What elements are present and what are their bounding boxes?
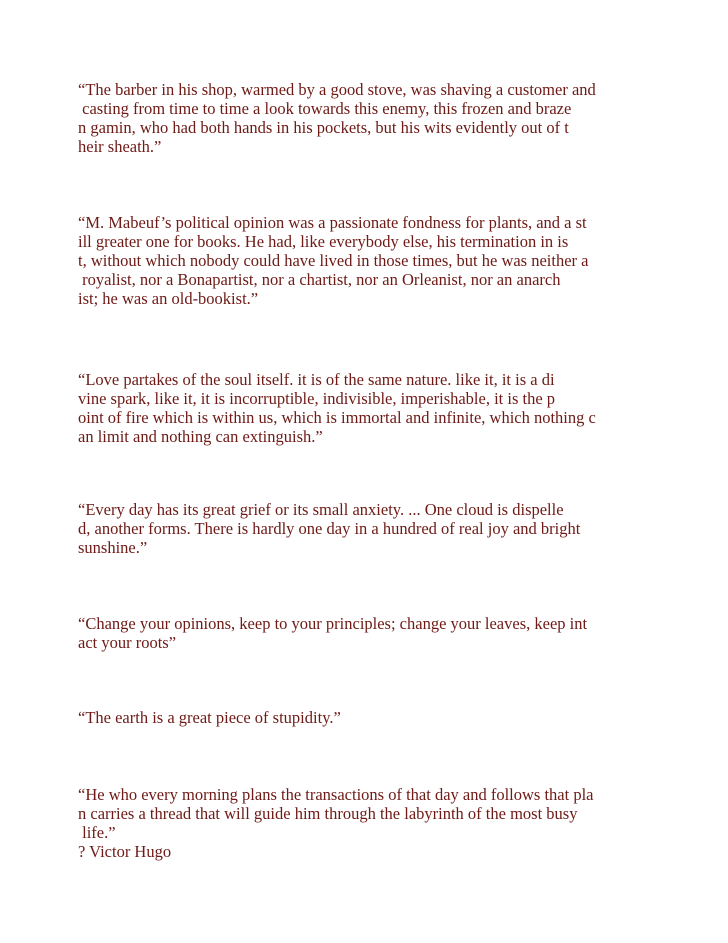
quote-line: vine spark, like it, it is incorruptible, indivisible, imperishable, it is the p (78, 389, 556, 408)
quote-change-opinions (78, 614, 688, 652)
quote-line: royalist, nor a Bonapartist, nor a chartist, nor an Orleanist, nor an anarch (78, 270, 561, 289)
quote-morning-plans (78, 785, 688, 861)
quote-line: ist; he was an old-bookist.” (78, 289, 259, 308)
quote-line: “Change your opinions, keep to your principles; change your leaves, keep int (78, 614, 588, 633)
quote-line: “Love partakes of the soul itself. it is of the same nature. like it, it is a di (78, 370, 555, 389)
quote-line: life.” (78, 823, 116, 842)
quote-line: n gamin, who had both hands in his pockets, but his wits evidently out of t (78, 118, 569, 137)
quote-line: “The earth is a great piece of stupidity.” (78, 708, 341, 727)
quote-every-day (78, 500, 688, 557)
quote-line: an limit and nothing can extinguish.” (78, 427, 323, 446)
quote-earth (78, 708, 688, 727)
quote-line: d, another forms. There is hardly one day in a hundred of real joy and bright (78, 519, 581, 538)
quote-line: “M. Mabeuf’s political opinion was a passionate fondness for plants, and a st (78, 213, 587, 232)
quote-line: “The barber in his shop, warmed by a good stove, was shaving a customer and (78, 80, 596, 99)
quote-attribution: ? Victor Hugo (78, 842, 172, 861)
quote-mabeuf (78, 213, 688, 308)
quote-line: casting from time to time a look towards this enemy, this frozen and braze (78, 99, 572, 118)
quote-line: ill greater one for books. He had, like everybody else, his termination in is (78, 232, 569, 251)
quote-line: oint of fire which is within us, which is immortal and infinite, which nothing c (78, 408, 596, 427)
quote-barber (78, 80, 688, 156)
quote-love (78, 370, 688, 446)
quote-line: heir sheath.” (78, 137, 162, 156)
quote-line: sunshine.” (78, 538, 148, 557)
quote-line: n carries a thread that will guide him through the labyrinth of the most busy (78, 804, 578, 823)
quote-line: t, without which nobody could have lived in those times, but he was neither a (78, 251, 589, 270)
quote-line: act your roots” (78, 633, 177, 652)
quote-line: “He who every morning plans the transactions of that day and follows that pla (78, 785, 594, 804)
quote-line: “Every day has its great grief or its small anxiety. ... One cloud is dispelle (78, 500, 564, 519)
